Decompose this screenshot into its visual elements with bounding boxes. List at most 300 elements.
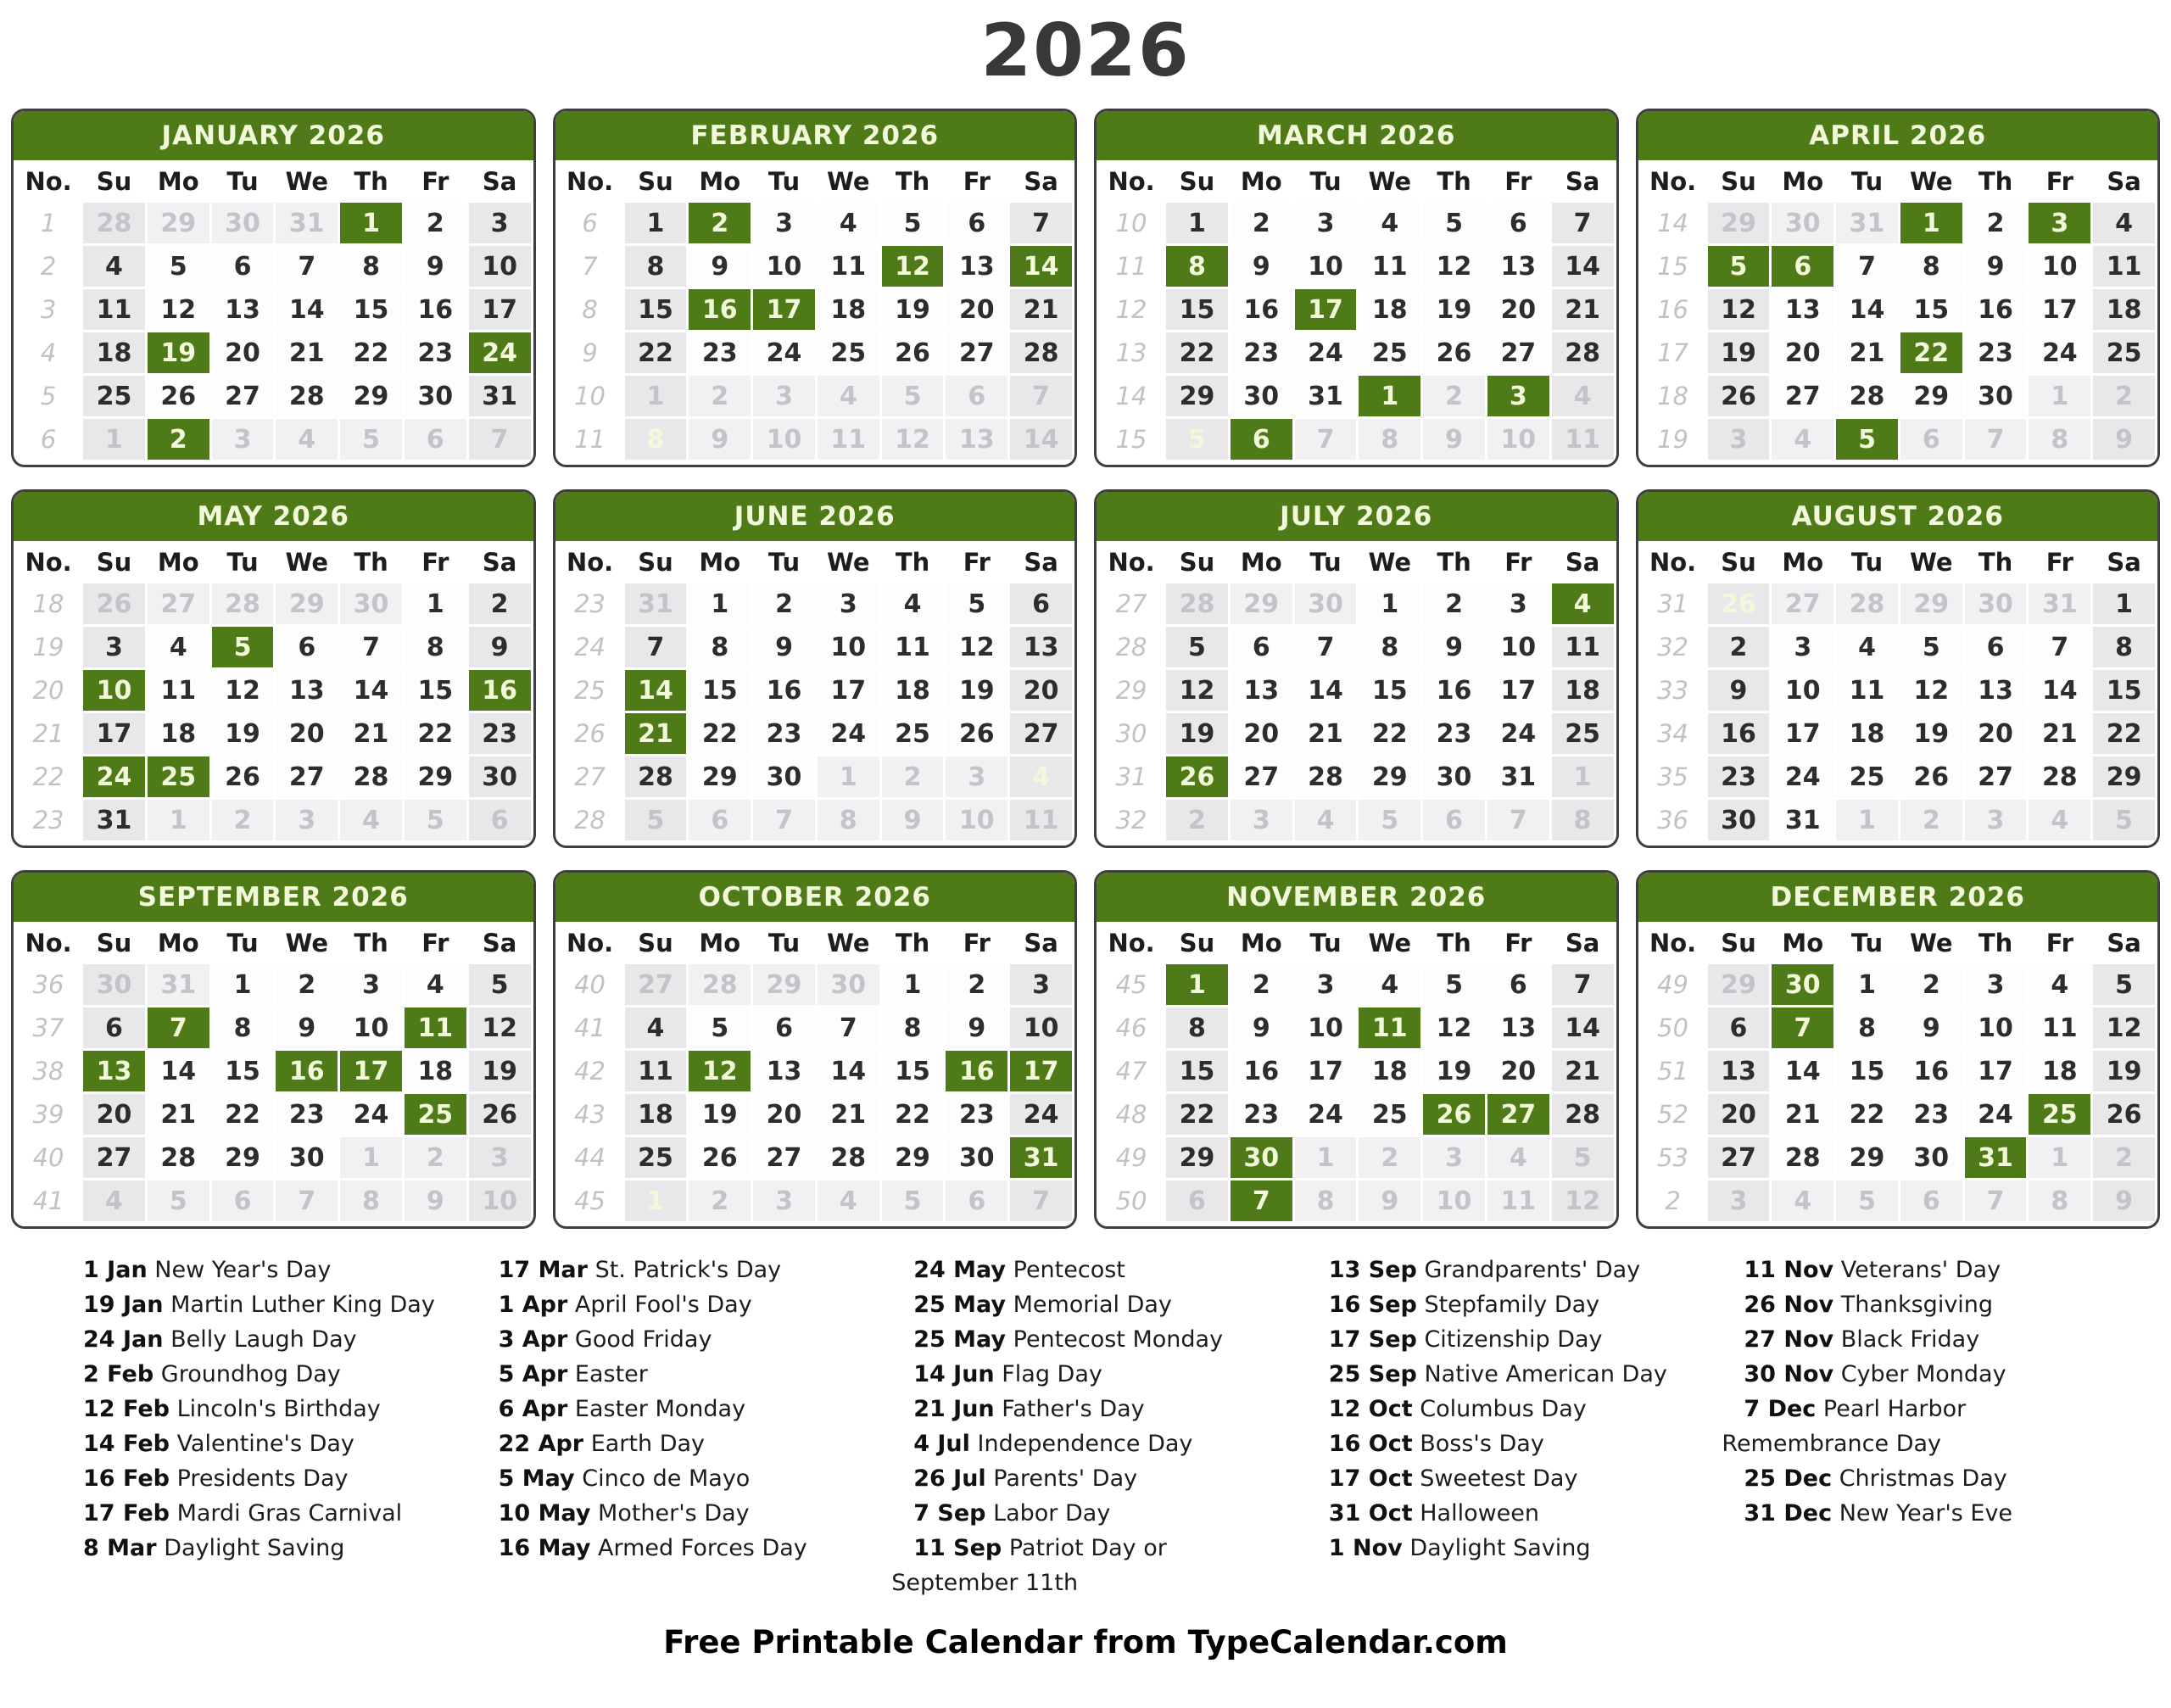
- day-cell: 2: [276, 964, 338, 1005]
- weekday-header: Mo: [148, 924, 209, 962]
- day-cell: 1: [340, 1137, 402, 1178]
- day-cell: 3: [1965, 800, 2027, 840]
- month-grid: [14, 160, 533, 462]
- weekday-header: Fr: [2029, 163, 2090, 200]
- month-grid: [1638, 541, 2158, 843]
- day-cell: 8: [1359, 419, 1420, 460]
- day-cell: 28: [1295, 756, 1357, 797]
- day-cell: 19: [469, 1051, 531, 1091]
- day-cell: 9: [1231, 1007, 1292, 1048]
- day-cell: 12: [469, 1007, 531, 1048]
- holiday-date: 26 Nov: [1744, 1292, 1834, 1318]
- weekday-header: Th: [1423, 924, 1485, 962]
- day-cell: 29: [276, 583, 338, 624]
- day-cell: 19: [689, 1094, 751, 1135]
- day-cell: 14: [1295, 670, 1357, 711]
- day-cell: 31: [2029, 583, 2090, 624]
- day-cell: 8: [405, 627, 466, 667]
- week-number: 20: [16, 670, 81, 711]
- day-cell: 6: [689, 800, 751, 840]
- weekday-header: We: [1359, 544, 1420, 581]
- day-cell: 20: [1487, 289, 1549, 330]
- day-cell: 1: [148, 800, 209, 840]
- day-cell: 26: [469, 1094, 531, 1135]
- week-row: [1099, 246, 1614, 287]
- holiday-name: Belly Laugh Day: [170, 1326, 357, 1353]
- day-cell: 24: [2029, 332, 2090, 373]
- holiday-date: 31 Dec: [1744, 1500, 1833, 1527]
- month-title: DECEMBER 2026: [1638, 873, 2158, 922]
- holiday-date: 24 Jan: [83, 1326, 164, 1353]
- week-row: [558, 583, 1073, 624]
- day-cell: 7: [276, 1181, 338, 1221]
- day-cell: 4: [2029, 964, 2090, 1005]
- month-grid: [1097, 922, 1616, 1224]
- weekno-header: No.: [1641, 163, 1705, 200]
- month-grid: [1638, 160, 2158, 462]
- week-row: [1641, 756, 2156, 797]
- day-cell: 8: [2029, 419, 2090, 460]
- holiday-entry: [1307, 1496, 1700, 1531]
- holiday-entry: [1307, 1426, 1700, 1461]
- day-cell: 18: [625, 1094, 687, 1135]
- holiday-date: 31 Oct: [1328, 1500, 1413, 1527]
- week-number: 45: [558, 1181, 622, 1221]
- day-cell: 3: [469, 203, 531, 243]
- day-cell: 7: [1836, 246, 1898, 287]
- day-cell: 22: [689, 713, 751, 754]
- week-number: 37: [16, 1007, 81, 1048]
- week-row: [1641, 419, 2156, 460]
- holiday-entry: [61, 1426, 455, 1461]
- week-row: [1641, 1137, 2156, 1178]
- day-cell: 22: [340, 332, 402, 373]
- day-cell: 25: [1359, 332, 1420, 373]
- day-cell: 18: [818, 289, 879, 330]
- week-number: 18: [16, 583, 81, 624]
- day-cell: 10: [818, 627, 879, 667]
- day-cell: 1: [1359, 583, 1420, 624]
- week-number: 31: [1641, 583, 1705, 624]
- week-number: 6: [558, 203, 622, 243]
- day-cell: 17: [1965, 1051, 2027, 1091]
- day-cell: 17: [1487, 670, 1549, 711]
- week-number: 33: [1641, 670, 1705, 711]
- day-cell: 5: [1423, 964, 1485, 1005]
- week-row: [1641, 332, 2156, 373]
- day-cell: 16: [1708, 713, 1770, 754]
- day-cell: 6: [276, 627, 338, 667]
- day-cell: 31: [1836, 203, 1898, 243]
- day-cell: 4: [340, 800, 402, 840]
- day-cell: 3: [1772, 627, 1833, 667]
- weekday-header: Fr: [2029, 924, 2090, 962]
- holiday-entry: [61, 1253, 455, 1287]
- weekno-header: No.: [1099, 544, 1164, 581]
- day-cell: 3: [753, 1181, 815, 1221]
- weekday-header: Th: [340, 163, 402, 200]
- day-cell: 8: [818, 800, 879, 840]
- week-row: [1099, 583, 1614, 624]
- day-cell-holiday: 13: [83, 1051, 145, 1091]
- day-cell: 2: [212, 800, 274, 840]
- day-cell: 6: [1231, 627, 1292, 667]
- holiday-name: Easter: [574, 1361, 648, 1387]
- holiday-date: 19 Jan: [83, 1292, 164, 1318]
- day-cell: 9: [469, 627, 531, 667]
- day-cell: 5: [689, 1007, 751, 1048]
- holiday-date: 12 Feb: [83, 1396, 170, 1422]
- week-number: 3: [16, 289, 81, 330]
- day-cell: 22: [1166, 332, 1228, 373]
- day-cell: 30: [1708, 800, 1770, 840]
- day-cell: 4: [83, 1181, 145, 1221]
- day-cell: 14: [1552, 1007, 1614, 1048]
- week-number: 41: [558, 1007, 622, 1048]
- weekday-header: Mo: [1772, 544, 1833, 581]
- day-cell: 15: [340, 289, 402, 330]
- day-cell: 26: [148, 376, 209, 416]
- weekday-header-row: [558, 924, 1073, 962]
- day-cell: 8: [340, 246, 402, 287]
- day-cell: 30: [1900, 1137, 1962, 1178]
- day-cell: 16: [1900, 1051, 1962, 1091]
- day-cell: 5: [1552, 1137, 1614, 1178]
- day-cell: 31: [276, 203, 338, 243]
- week-number: 46: [1099, 1007, 1164, 1048]
- weekday-header: Mo: [1772, 163, 1833, 200]
- day-cell-holiday: 17: [340, 1051, 402, 1091]
- day-cell-holiday: 1: [1166, 964, 1228, 1005]
- day-cell-holiday: 8: [625, 419, 687, 460]
- day-cell-holiday: 16: [689, 289, 751, 330]
- holiday-date: 1 Nov: [1328, 1535, 1403, 1561]
- day-cell: 7: [753, 800, 815, 840]
- day-cell: 21: [276, 332, 338, 373]
- weekday-header-row: [1099, 163, 1614, 200]
- day-cell: 27: [1708, 1137, 1770, 1178]
- day-cell: 20: [753, 1094, 815, 1135]
- week-row: [1099, 756, 1614, 797]
- day-cell: 30: [1295, 583, 1357, 624]
- day-cell: 31: [469, 376, 531, 416]
- day-cell: 27: [1010, 713, 1072, 754]
- holiday-entry: [477, 1322, 870, 1357]
- month-card-may: [11, 489, 536, 848]
- weekno-header: No.: [1641, 924, 1705, 962]
- day-cell: 3: [1965, 964, 2027, 1005]
- week-number: 43: [558, 1094, 622, 1135]
- weekday-header: Th: [1965, 544, 2027, 581]
- day-cell: 27: [83, 1137, 145, 1178]
- day-cell: 4: [1552, 376, 1614, 416]
- day-cell: 30: [405, 376, 466, 416]
- day-cell: 6: [1487, 964, 1549, 1005]
- day-cell-holiday: 31: [1965, 1137, 2027, 1178]
- day-cell: 20: [1772, 332, 1833, 373]
- day-cell: 2: [753, 583, 815, 624]
- day-cell: 2: [1359, 1137, 1420, 1178]
- holiday-entry: [1722, 1253, 2115, 1287]
- day-cell: 18: [1836, 713, 1898, 754]
- week-row: [558, 756, 1073, 797]
- day-cell: 6: [1965, 627, 2027, 667]
- holiday-name: Presidents Day: [176, 1465, 349, 1492]
- day-cell: 5: [148, 246, 209, 287]
- week-row: [1099, 289, 1614, 330]
- day-cell: 11: [1552, 627, 1614, 667]
- holiday-name: Stepfamily Day: [1424, 1292, 1600, 1318]
- day-cell: 3: [1010, 964, 1072, 1005]
- holiday-name: Earth Day: [590, 1431, 706, 1457]
- day-cell: 21: [1552, 1051, 1614, 1091]
- day-cell: 4: [882, 583, 944, 624]
- week-row: [1641, 289, 2156, 330]
- week-row: [16, 1007, 531, 1048]
- week-number: 16: [1641, 289, 1705, 330]
- weekday-header: Tu: [212, 163, 274, 200]
- week-row: [1099, 376, 1614, 416]
- day-cell: 4: [1487, 1137, 1549, 1178]
- day-cell-holiday: 12: [689, 1051, 751, 1091]
- day-cell: 29: [1359, 756, 1420, 797]
- week-number: 41: [16, 1181, 81, 1221]
- week-row: [16, 376, 531, 416]
- day-cell-holiday: 1: [1900, 203, 1962, 243]
- day-cell: 15: [1900, 289, 1962, 330]
- week-row: [558, 246, 1073, 287]
- holiday-entry: [61, 1392, 455, 1426]
- holiday-entry: [891, 1253, 1285, 1287]
- weekday-header: We: [1900, 924, 1962, 962]
- day-cell: 12: [946, 627, 1007, 667]
- day-cell: 18: [882, 670, 944, 711]
- day-cell: 7: [1010, 376, 1072, 416]
- week-number: 47: [1099, 1051, 1164, 1091]
- day-cell: 9: [1359, 1181, 1420, 1221]
- day-cell: 29: [753, 964, 815, 1005]
- holiday-date: 3 Apr: [498, 1326, 568, 1353]
- week-number: 42: [558, 1051, 622, 1091]
- day-cell: 11: [1487, 1181, 1549, 1221]
- holiday-entry: [1722, 1496, 2115, 1531]
- day-cell: 2: [469, 583, 531, 624]
- day-cell: 2: [689, 1181, 751, 1221]
- day-cell: 1: [1836, 800, 1898, 840]
- day-cell: 27: [1231, 756, 1292, 797]
- day-cell: 31: [1487, 756, 1549, 797]
- day-cell: 27: [946, 332, 1007, 373]
- day-cell: 16: [1965, 289, 2027, 330]
- week-row: [558, 627, 1073, 667]
- holiday-name: Boss's Day: [1420, 1431, 1544, 1457]
- weekno-header: No.: [558, 163, 622, 200]
- day-cell: 1: [818, 756, 879, 797]
- day-cell: 8: [1900, 246, 1962, 287]
- day-cell: 9: [405, 246, 466, 287]
- day-cell: 15: [1359, 670, 1420, 711]
- holiday-entry: [1307, 1392, 1700, 1426]
- holiday-date: 21 Jun: [913, 1396, 995, 1422]
- day-cell-holiday: 22: [1900, 332, 1962, 373]
- day-cell: 21: [1552, 289, 1614, 330]
- day-cell: 28: [148, 1137, 209, 1178]
- holiday-entry: [1307, 1357, 1700, 1392]
- holiday-name: Mother's Day: [598, 1500, 750, 1527]
- day-cell: 4: [1772, 419, 1833, 460]
- day-cell: 13: [1010, 627, 1072, 667]
- day-cell: 10: [753, 246, 815, 287]
- day-cell: 16: [1423, 670, 1485, 711]
- day-cell: 10: [1295, 246, 1357, 287]
- month-title: NOVEMBER 2026: [1097, 873, 1616, 922]
- day-cell: 2: [1965, 203, 2027, 243]
- day-cell: 12: [1166, 670, 1228, 711]
- week-number: 40: [558, 964, 622, 1005]
- holiday-entry: [61, 1496, 455, 1531]
- day-cell: 15: [405, 670, 466, 711]
- holiday-entry: [477, 1357, 870, 1392]
- day-cell: 4: [1836, 627, 1898, 667]
- holiday-date: 25 Sep: [1328, 1361, 1417, 1387]
- weekday-header: Mo: [1231, 544, 1292, 581]
- day-cell-holiday: 26: [1166, 756, 1228, 797]
- day-cell: 18: [1359, 1051, 1420, 1091]
- month-card-august: [1636, 489, 2161, 848]
- week-number: 10: [558, 376, 622, 416]
- weekno-header: No.: [16, 163, 81, 200]
- holiday-entry: [891, 1392, 1285, 1426]
- holiday-name: Lincoln's Birthday: [176, 1396, 381, 1422]
- day-cell: 29: [882, 1137, 944, 1178]
- week-number: 15: [1099, 419, 1164, 460]
- day-cell-holiday: 19: [148, 332, 209, 373]
- day-cell: 23: [753, 713, 815, 754]
- day-cell: 19: [212, 713, 274, 754]
- day-cell: 30: [946, 1137, 1007, 1178]
- day-cell: 19: [1423, 1051, 1485, 1091]
- weekday-header: Sa: [1010, 163, 1072, 200]
- day-cell: 9: [405, 1181, 466, 1221]
- week-number: 49: [1099, 1137, 1164, 1178]
- week-number: 9: [558, 332, 622, 373]
- week-row: [1641, 1007, 2156, 1048]
- day-cell: 15: [212, 1051, 274, 1091]
- day-cell: 3: [818, 583, 879, 624]
- day-cell: 4: [2029, 800, 2090, 840]
- day-cell: 27: [753, 1137, 815, 1178]
- day-cell: 9: [689, 419, 751, 460]
- day-cell: 11: [882, 627, 944, 667]
- day-cell: 25: [1552, 713, 1614, 754]
- day-cell: 17: [2029, 289, 2090, 330]
- day-cell: 30: [1423, 756, 1485, 797]
- holiday-name: Thanksgiving: [1840, 1292, 1994, 1318]
- day-cell: 6: [946, 1181, 1007, 1221]
- holiday-date: 22 Apr: [498, 1431, 584, 1457]
- holiday-name: Good Friday: [574, 1326, 712, 1353]
- month-card-september: [11, 870, 536, 1229]
- day-cell: 12: [882, 419, 944, 460]
- day-cell: 26: [946, 713, 1007, 754]
- holiday-name: April Fool's Day: [574, 1292, 752, 1318]
- day-cell: 22: [1836, 1094, 1898, 1135]
- holiday-date: 16 May: [498, 1535, 591, 1561]
- week-row: [558, 376, 1073, 416]
- day-cell: 1: [882, 964, 944, 1005]
- holiday-date: 2 Feb: [83, 1361, 154, 1387]
- day-cell: 21: [1010, 289, 1072, 330]
- holiday-entry: [891, 1357, 1285, 1392]
- day-cell-holiday: 6: [1772, 246, 1833, 287]
- day-cell: 21: [1836, 332, 1898, 373]
- day-cell: 7: [469, 419, 531, 460]
- holiday-date: 6 Apr: [498, 1396, 568, 1422]
- day-cell-holiday: 17: [1295, 289, 1357, 330]
- day-cell: 23: [276, 1094, 338, 1135]
- month-title: JULY 2026: [1097, 492, 1616, 541]
- holiday-column: [1722, 1253, 2115, 1600]
- day-cell-holiday: 5: [1836, 419, 1898, 460]
- weekday-header-row: [1641, 163, 2156, 200]
- weekday-header: Tu: [753, 163, 815, 200]
- week-number: 22: [16, 756, 81, 797]
- holiday-name: Mardi Gras Carnival: [176, 1500, 403, 1527]
- holiday-name: Father's Day: [1002, 1396, 1145, 1422]
- weekday-header: Sa: [1010, 924, 1072, 962]
- holiday-date: 7 Sep: [913, 1500, 986, 1527]
- weekday-header: Sa: [2093, 924, 2155, 962]
- day-cell: 12: [1900, 670, 1962, 711]
- weekday-header: Su: [1708, 924, 1770, 962]
- month-grid: [555, 160, 1075, 462]
- day-cell: 23: [1231, 332, 1292, 373]
- weekday-header: Th: [1965, 924, 2027, 962]
- day-cell: 21: [340, 713, 402, 754]
- week-number: 32: [1099, 800, 1164, 840]
- day-cell: 18: [2029, 1051, 2090, 1091]
- weekday-header: Th: [340, 924, 402, 962]
- weekday-header: Mo: [689, 924, 751, 962]
- day-cell: 1: [1295, 1137, 1357, 1178]
- day-cell: 11: [2029, 1007, 2090, 1048]
- day-cell: 16: [753, 670, 815, 711]
- day-cell: 2: [1423, 376, 1485, 416]
- weekday-header: We: [1900, 163, 1962, 200]
- day-cell: 13: [946, 246, 1007, 287]
- day-cell-holiday: 7: [1231, 1181, 1292, 1221]
- week-row: [16, 419, 531, 460]
- weekday-header: We: [1900, 544, 1962, 581]
- week-row: [1099, 627, 1614, 667]
- day-cell: 24: [818, 713, 879, 754]
- holiday-date: 1 Apr: [498, 1292, 568, 1318]
- day-cell: 20: [212, 332, 274, 373]
- day-cell: 8: [340, 1181, 402, 1221]
- week-number: 50: [1099, 1181, 1164, 1221]
- week-row: [558, 670, 1073, 711]
- holiday-name: St. Patrick's Day: [594, 1257, 782, 1283]
- holiday-entry: [1722, 1461, 2115, 1496]
- weekday-header: Tu: [212, 924, 274, 962]
- day-cell: 14: [1772, 1051, 1833, 1091]
- day-cell: 2: [405, 1137, 466, 1178]
- holiday-entry: [1722, 1357, 2115, 1392]
- week-number: 45: [1099, 964, 1164, 1005]
- weekday-header: Sa: [469, 544, 531, 581]
- day-cell-holiday: 10: [83, 670, 145, 711]
- holiday-date: 24 May: [913, 1257, 1007, 1283]
